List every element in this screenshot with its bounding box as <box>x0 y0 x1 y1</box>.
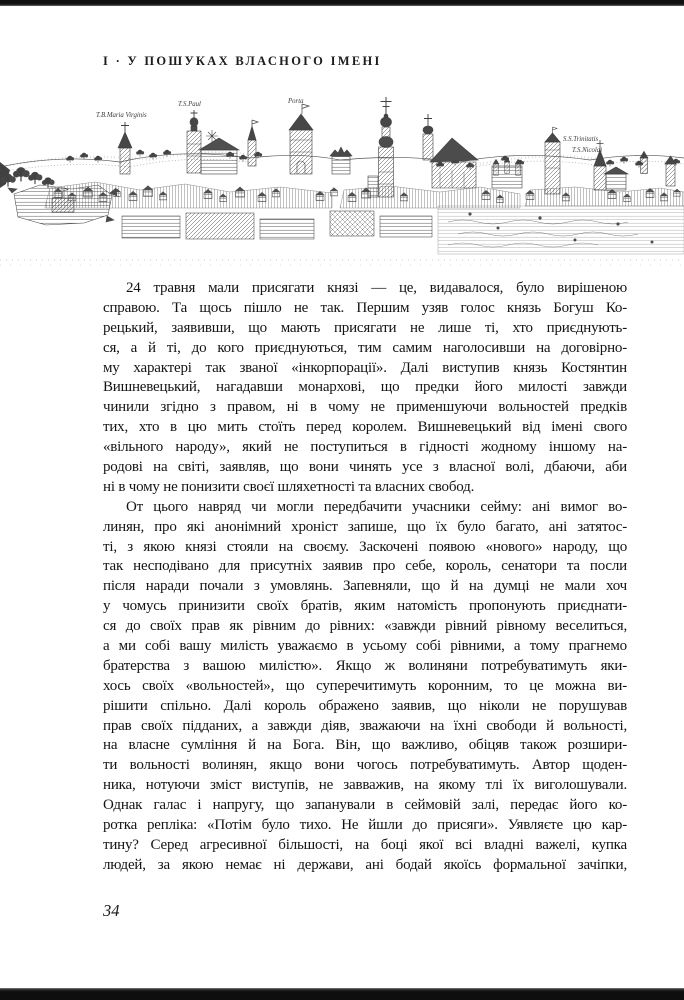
city-panorama-engraving <box>0 92 684 270</box>
label-trinitatis: S.S.Trinitatis <box>563 136 599 143</box>
text-line: справою. Та щось пішло не так. Першим узяв голос князь Богуш Ко- <box>103 299 627 316</box>
scan-edge-bottom <box>0 988 684 1000</box>
page-number: 34 <box>103 901 120 920</box>
trinity-tower <box>545 127 560 194</box>
text-line: тину? Серед агресивної більшості, на боці якої всі владні важелі, купка <box>103 836 627 853</box>
text-line: на власне сумління й на Бога. Він, що важливо, обіцяв також розшири- <box>103 737 627 754</box>
text-line: ті, з якою князі стояли на своєму. Заскочені появою «нового» народу, що <box>103 538 627 555</box>
body-text <box>103 279 627 876</box>
text-line: хось своїх «вольностей», що суперечитимуть коронним, то це можна ви- <box>103 677 627 694</box>
text-line: ротка репліка: «Потім було тихо. Не йшли до присяги». Уявляєте цю кар- <box>103 817 627 834</box>
gothic-church <box>423 114 478 188</box>
maria-tower <box>118 122 132 174</box>
text-line: людей, за якою немає ні держави, ані бодай якоїсь формальної зачіпки, <box>103 856 627 873</box>
gabled-hall <box>330 147 352 174</box>
text-line: рішити спільно. Далі король ображено заявив, що ніколи не порушував <box>103 697 627 714</box>
label-maria: T.B.Maria Virginis <box>96 112 147 119</box>
text-line: Однак галас і напругу, що запанували в сеймовій залі, передає його ко- <box>103 797 627 814</box>
text-line: линян, про які анонімний хроніст запише, що їх було багато, ані затятос- <box>103 518 627 535</box>
text-line: прав своїх підданих, а завжди діяв, зважаючи на їхні свободи й вольності, <box>103 717 627 734</box>
text-line: рецький, заявивши, що мають присягати не лише ті, хто приєднують- <box>103 319 627 336</box>
text-line: «вільного народу», який не поступиться в гідності жодному іншому на- <box>103 439 627 456</box>
text-line: а ми собі вашу милість уважаємо в усьому собі рівними, а тому прагнемо <box>103 638 627 655</box>
paul-church <box>187 110 239 174</box>
text-line: Вишневецький, нагадавши монархові, що предки його милості завжди <box>103 379 627 396</box>
text-line: у чомусь принизити своїх братів, яким натомість пропонують приєднати- <box>103 598 627 615</box>
text-line: чинили згідно з правом, ні в чому не применшуючи вольностей предків <box>103 399 627 416</box>
text-line: ти вольності волинян, якщо вони чогось потребуватимуть. Автор щоден- <box>103 757 627 774</box>
text-line: ся до своїх прав як рівним до рівних: «завжди рівний рівному веселиться, <box>103 618 627 635</box>
text-line: після наради почали з умовлянь. Запевняли, що й на думці не мали хоч <box>103 578 627 595</box>
porta-tower <box>289 104 313 174</box>
label-porta: Porta <box>288 98 304 105</box>
text-line: братерства з вашою милістю». Якщо ж волиняни потребуватимуть яки- <box>103 657 627 674</box>
label-paul: T.S.Paul <box>178 101 201 108</box>
text-line: родові на світі, заявляв, що вони чинять усе з власної волі, дбаючи, аби <box>103 459 627 476</box>
scan-edge-top <box>0 0 684 6</box>
engraving-labels <box>96 98 602 154</box>
text-line: От цього навряд чи могли передбачити учасники сейму: ані вимог во- <box>126 498 627 515</box>
running-header: І · У ПОШУКАХ ВЛАСНОГО ІМЕНІ <box>103 54 382 68</box>
text-line: так несподівано для присутніх заявив про себе, король, сенатори та посли <box>103 558 627 575</box>
text-line: ні в чому не понизити своєї шляхетності та власних свобод. <box>103 478 475 495</box>
right-towers <box>640 151 676 186</box>
label-nicolai: T.S.Nicolai <box>572 147 603 154</box>
text-line: ника, нотуючи зміст виступів, не завважив, на якому тлі їх виголошували. <box>103 777 627 794</box>
baroque-tower <box>368 97 394 197</box>
text-line: му характері так званої «інкорпорації». Далі виступив князь Костянтин <box>103 359 627 376</box>
text-line: 24 травня мали присягати князі — це, видавалося, було вирішеною <box>126 280 627 296</box>
text-line: ся, а й ті, до кого приєднуються, тим самим наголосивши на договірно- <box>103 339 627 356</box>
text-line: тих, хто в цю мить стоїть перед королем. Вишневецький від імені свого <box>103 419 627 436</box>
small-spire <box>248 120 258 166</box>
palace <box>492 157 522 188</box>
